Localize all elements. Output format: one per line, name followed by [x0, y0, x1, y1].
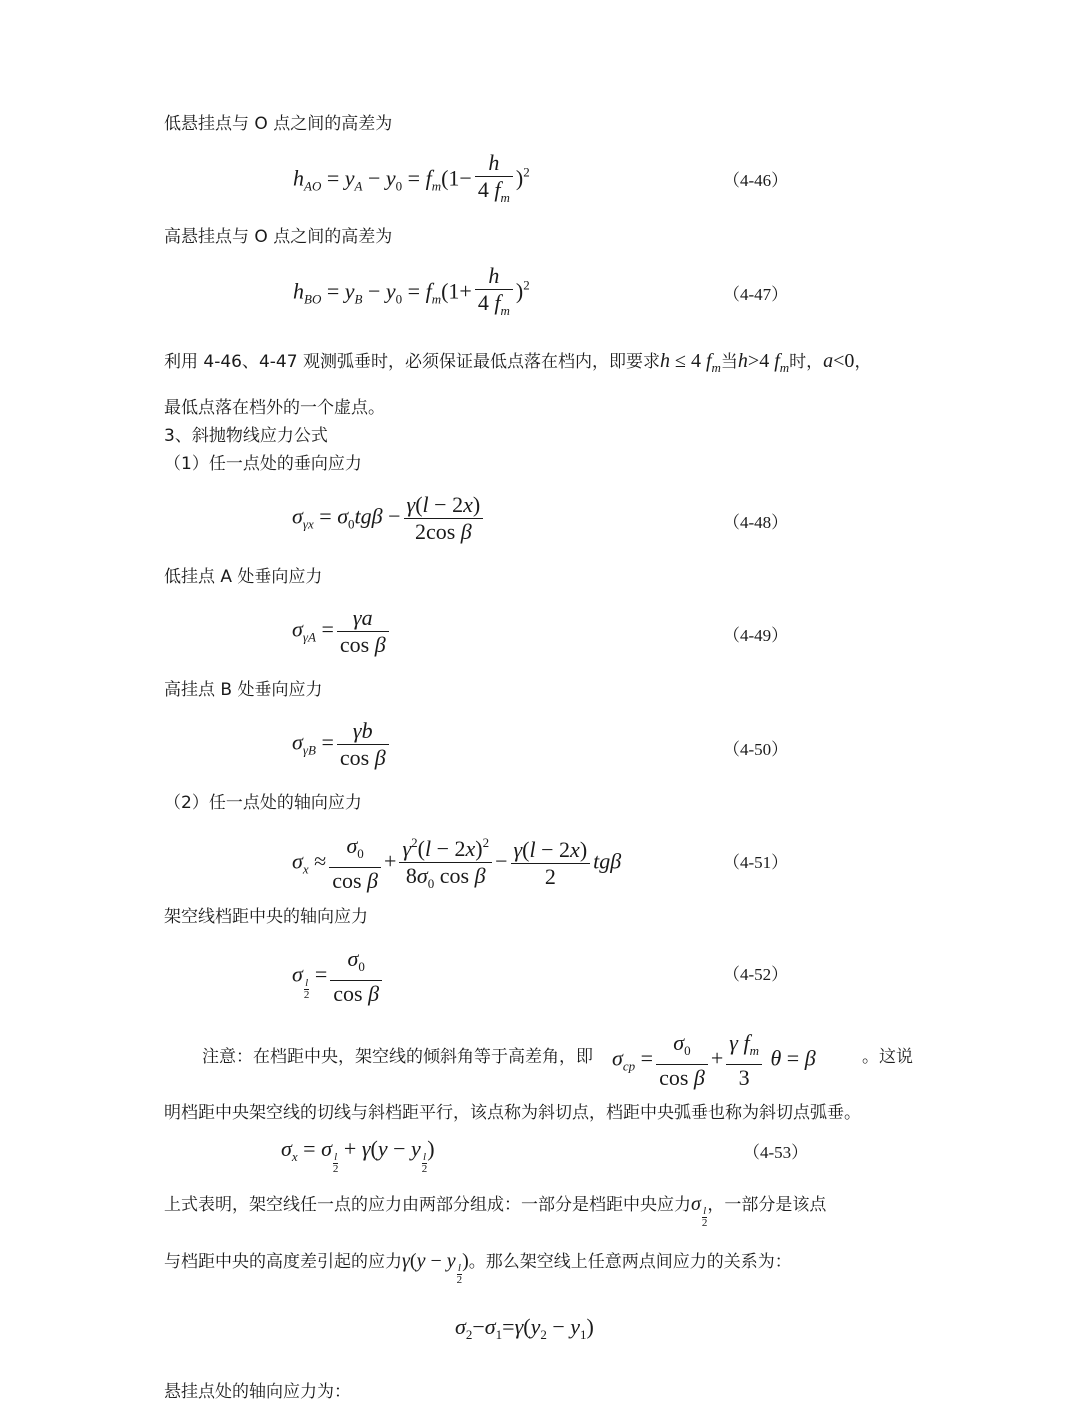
- equation-4-53: $\sigma_x = \sigma$ $\frac{l}{2}$ + γ(y − y $\frac{l}{2}$ ): [281, 1136, 435, 1175]
- equation-number-4-48: （4-48）: [723, 513, 789, 532]
- text-stress-components-a: 上式表明，架空线任一点的应力由两部分组成：一部分是档距中央应力: [164, 1195, 691, 1215]
- note-text-b: 。这说: [862, 1047, 913, 1067]
- equation-number-4-49: （4-49）: [723, 626, 789, 645]
- text-stress-components: [164, 1193, 826, 1229]
- text-height-difference-stress-b: 。那么架空线上任意两点间应力的关系为：: [468, 1252, 792, 1272]
- text-sag-condition: 利用 4-46、4-47 观测弧垂时，必须保证最低点落在档内，即要求h ≤ 4 $f_m$当h>4 $f_m$时，a<0，: [164, 350, 872, 375]
- equation-4-49: $\sigma_{\gamma A}$ = $\frac{\gamma a}{\text{cos β}}$: [292, 605, 392, 658]
- inline-math-h-gt-4fm: h>4 $f_m$: [737, 350, 790, 375]
- subheading-2: （2）任一点处的轴向应力: [164, 793, 362, 813]
- inline-equation-sigma-cp: $\sigma_{cp}$ = $\frac{\sigma_0}{\text{cos β}}$ + $\frac{\gamma f_m}{3}$ θ = β: [612, 1030, 816, 1090]
- text-height-difference-stress-a: 与档距中央的高度差引起的应力: [164, 1252, 402, 1272]
- equation-number-4-47: （4-47）: [723, 285, 789, 304]
- equation-4-50: $\sigma_{\gamma B}$ = $\frac{\gamma b}{\text{cos β}}$: [292, 718, 392, 771]
- equation-number-4-50: （4-50）: [723, 740, 789, 759]
- subheading-1: （1）任一点处的垂向应力: [164, 454, 362, 474]
- section-heading-3: 3、斜抛物线应力公式: [164, 426, 328, 446]
- equation-number-4-53: （4-53）: [743, 1143, 809, 1162]
- text-sag-condition-b: 当: [720, 352, 738, 372]
- inline-math-a-lt-0: a<0: [823, 350, 855, 372]
- equation-number-4-52: （4-52）: [723, 965, 789, 984]
- equation-number-4-46: （4-46）: [723, 171, 789, 190]
- equation-4-47: $h_{BO} = y_B - y_0 = f_m(1+$ $\frac{h}{4 f_m}$ )$^2$: [293, 263, 530, 318]
- equation-4-46: $h_{AO} = y_A - y_0 = f_m(1-$ $\frac{h}{4 f_m}$ )$^2$: [293, 150, 530, 205]
- inline-math-h-le-4fm: h ≤ 4 $f_m$: [659, 350, 721, 375]
- text-low-suspension-height: 低悬挂点与 O 点之间的高差为: [164, 114, 393, 134]
- text-point-a-vertical-stress: 低挂点 A 处垂向应力: [164, 567, 323, 587]
- text-sag-condition-a: 利用 4-46、4-47 观测弧垂时，必须保证最低点落在档内，即要求: [164, 352, 660, 372]
- text-height-difference-stress: [164, 1250, 792, 1286]
- text-stress-components-b: ，一部分是该点: [707, 1195, 827, 1215]
- text-mid-span-axial-stress: 架空线档距中央的轴向应力: [164, 907, 368, 927]
- note-text-a: 注意：在档距中央，架空线的倾斜角等于高差角，即: [202, 1047, 593, 1067]
- equation-number-4-51: （4-51）: [723, 853, 789, 872]
- equation-4-52: σ $\frac{l}{2}$ = $\frac{\sigma_0}{\text{cos β}}$: [292, 946, 385, 1007]
- inline-math-gamma-y: γ(y − y $\frac{l}{2}$ ): [402, 1250, 469, 1286]
- text-sag-condition-c: 时，: [789, 352, 824, 372]
- note-text-line2: 明档距中央架空线的切线与斜档距平行，该点称为斜切点，档距中央弧垂也称为斜切点弧垂。: [164, 1103, 861, 1123]
- equation-two-point-relation: $\sigma_2-\sigma_1=\gamma(y_2 - y_1)$: [455, 1314, 594, 1342]
- text-point-b-vertical-stress: 高挂点 B 处垂向应力: [164, 680, 323, 700]
- text-virtual-point: 最低点落在档外的一个虚点。: [164, 398, 385, 418]
- text-high-suspension-height: 高悬挂点与 O 点之间的高差为: [164, 227, 393, 247]
- text-suspension-axial-stress: 悬挂点处的轴向应力为：: [164, 1382, 351, 1402]
- inline-math-sigma-l-half: σ $\frac{l}{2}$: [691, 1193, 708, 1229]
- equation-4-51: $\sigma_x$ ≈ $\frac{\sigma_0}{\text{cos β}}$ + $\frac{\gamma^2(l - 2x)^2}{8\sigma_0 \cos \beta}$ − $\frac{\gamma(l - 2x)}{2}$ tgβ: [292, 830, 621, 897]
- equation-4-48: $\sigma_{\gamma x} = \sigma_0tg\beta$ − $\frac{\gamma(l - 2x)}{\text{2cos β}}$: [292, 492, 486, 545]
